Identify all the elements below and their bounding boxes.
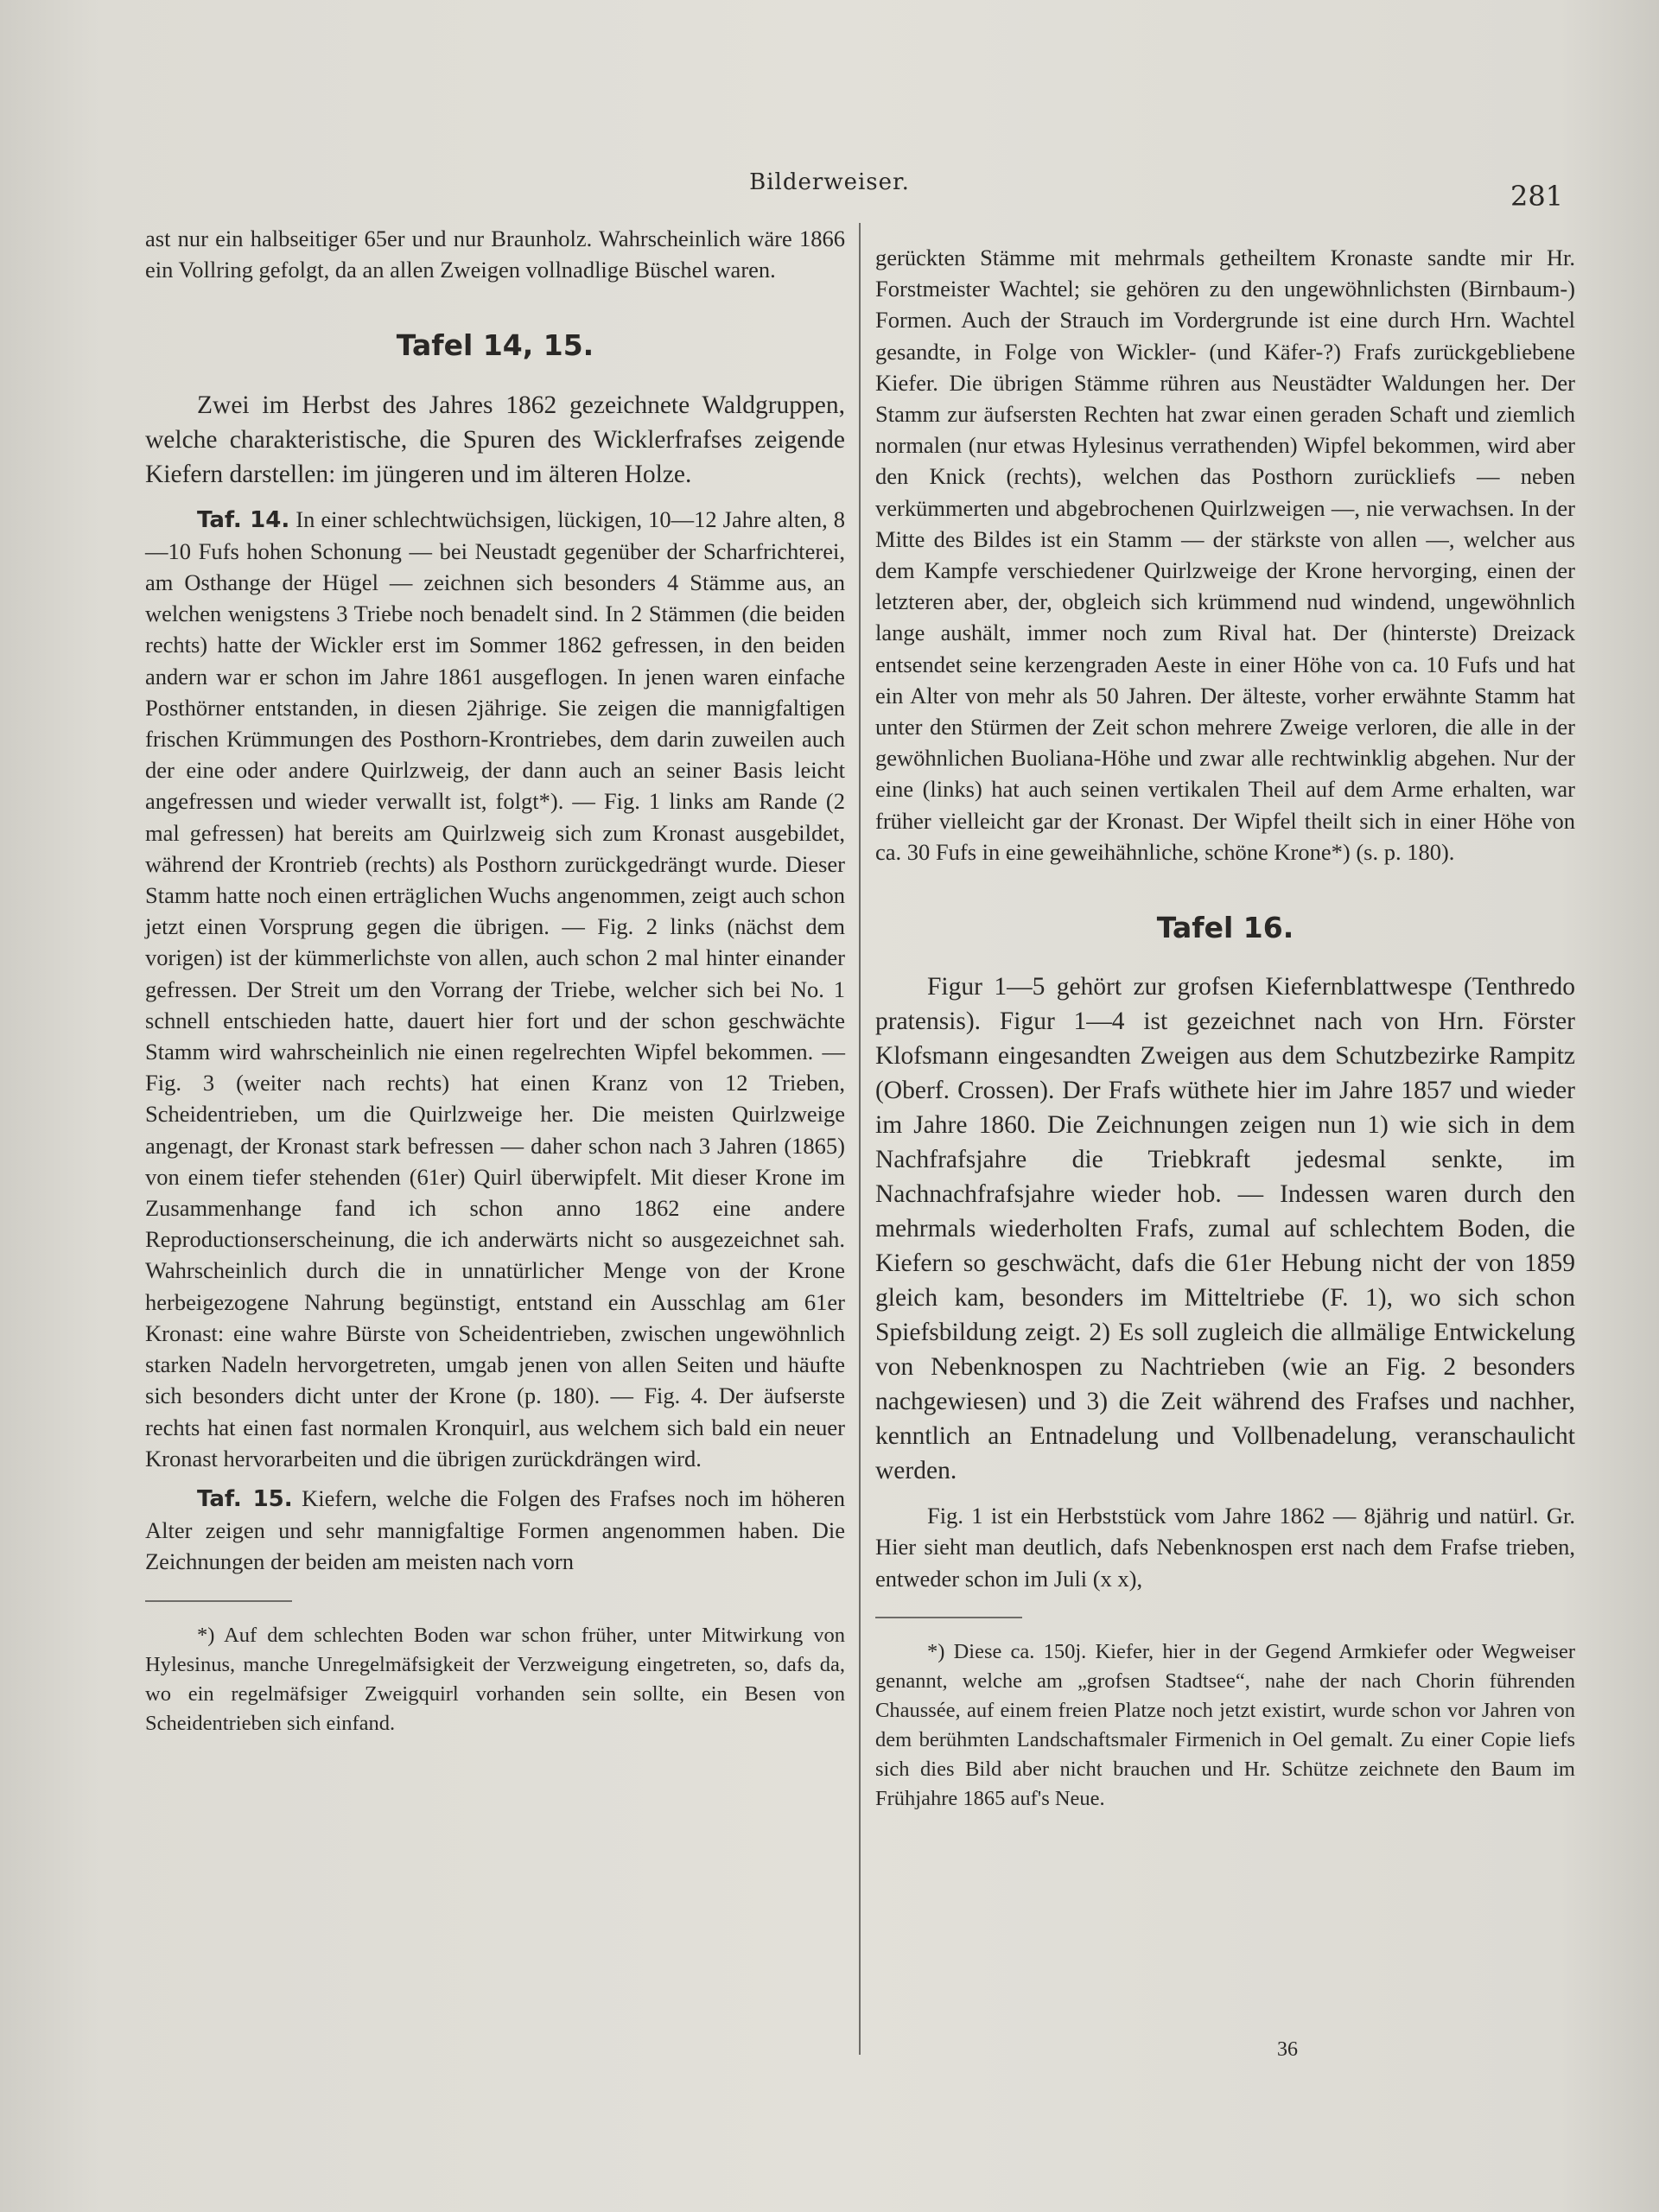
page-number: 281 (1510, 180, 1564, 213)
taf14-lead: Taf. 14. (197, 506, 290, 533)
section-heading: Tafel 14, 15. (396, 328, 594, 363)
paragraph-continuation: ast nur ein halbseitiger 65er und nur Braunholz. Wahrscheinlich wäre 1866 ein Vollring gefolgt, da an allen Zweigen vollnadlige Büschel waren. (145, 226, 845, 283)
section-heading: Tafel 16. (1156, 911, 1294, 945)
paragraph-continuation: gerückten Stämme mit mehrmals getheiltem Kronaste sandte mir Hr. Forstmeister Wachtel; sie gehören zu den ungewöhnlichsten (Birnbaum-) Formen. Auch der Strauch im Vordergrunde ist eine durch Hrn. Wachtel gesandte, in Folge von Wickler- (und Käfer-?) Frafs zurückgebliebene Kiefer. Die übrigen Stämme rühren aus Neustädter Waldungen her. Der Stamm zur äufsersten Rechten hat zwar einen geraden Schaft und ziemlich normalen (nur etwas Hylesinus verrathenden) Wipfel bekommen, wird aber den Knick (rechts), welchen das Posthorn zurückliefs — neben verkümmerten und abgebrochenen Quirlzweigen —, nie verwachsen. In der Mitte des Bildes ist ein Stamm — der stärkste von allen —, welcher aus dem Kampfe verschiedener Quirlzweige der Krone hervorging, einen der letzteren aber, der, obgleich sich krümmend nud windend, ungewöhnlich lange aushält, immer noch zum Rival hat. Der (hinterste) Dreizack entsendet seine kerzengraden Aeste in einer Höhe von ca. 10 Fufs und hat ein Alter von mehr als 50 Jahren. Der älteste, vorher erwähnte Stamm hat unter den Stürmen der Zeit schon mehrere Zweige verloren, die alle in der gewöhnlichen Buoliana-Höhe und zwar alle rechtwinklig abgehen. Nur der eine (links) hat auch seinen vertikalen Theil auf dem Arme erhalten, war früher vielleicht gar der Kronast. Der Wipfel theilt sich in einer Höhe von ca. 30 Fufs in eine geweihähnliche, schöne Krone*) (s. p. 180). (875, 245, 1575, 865)
footnote: *) Diese ca. 150j. Kiefer, hier in der Gegend Armkiefer oder Wegweiser genannt, welche am „grofsen Stadtsee“, nahe der nach Chorin führenden Chaussée, auf einem freien Platze noch jetzt existirt, wurde schon vor Jahren von dem berühmten Landschaftsmaler Firmenich in Oel gemalt. Zu einer Copie liefs sich dies Bild aber nicht brauchen und Hr. Schütze zeichnete den Baum im Frühjahre 1865 auf's Neue. (875, 1639, 1575, 1810)
running-title: Bilderweiser. (749, 169, 910, 195)
sheet-signature: 36 (1277, 2038, 1298, 2061)
left-column (145, 223, 845, 1738)
footnote-divider (875, 1617, 1022, 1618)
taf15-text: Kiefern, welche die Folgen des Frafses noch im höheren Alter zeigen und sehr mannigfaltige Formen angenommen haben. Die Zeichnungen der beiden am meisten nach vorn (145, 1484, 845, 1575)
taf15-paragraph (145, 1483, 845, 1578)
column-divider (859, 223, 861, 2055)
taf15-lead: Taf. 15. (197, 1485, 293, 1512)
fig1-paragraph: Fig. 1 ist ein Herbststück vom Jahre 1862 — 8jährig und natürl. Gr. Hier sieht man deutlich, dafs Nebenknospen erst nach dem Frafse trieben, entweder schon im Juli (x x), (875, 1503, 1575, 1592)
footnote-divider (145, 1600, 292, 1602)
taf14-paragraph (145, 504, 845, 1474)
taf14-text: In einer schlechtwüchsigen, lückigen, 10—12 Jahre alten, 8—10 Fufs hohen Schonung — bei Neustadt gegenüber der Scharfrichterei, am Osthange der Hügel — zeichnen sich besonders 4 Stämme aus, an welchen wenigstens 3 Triebe noch benadelt sind. In 2 Stämmen (die beiden rechts) hatte der Wickler erst im Sommer 1862 gefressen, in den beiden andern war er schon im Jahre 1861 ausgeflogen. In jenen waren einfache Posthörner entstanden, in diesen 2jährige. Sie zeigen die mannigfaltigen frischen Krümmungen des Posthorn-Krontriebes, dem darin zuweilen auch der eine oder andere Quirlzweig, der dann auch an seiner Basis leicht angefressen und wieder verwallt ist, folgt*). — Fig. 1 links am Rande (2 mal gefressen) hat bereits am Quirlzweig sich zum Kronast ausgebildet, während der Krontrieb (rechts) als Posthorn zurückgedrängt wurde. Dieser Stamm hatte noch einen erträglichen Wuchs angenommen, zeigt auch schon jetzt einen Vorsprung gegen die übrigen. — Fig. 2 links (nächst dem vorigen) ist der kümmerlichste von allen, auch schon 2 mal hinter einander gefressen. Der Streit um den Vorrang der Triebe, welcher sich bei No. 1 schnell entschieden hatte, dauert hier fort und der schon geschwächte Stamm wird wahrscheinlich nie einen regelrechten Wipfel bekommen. — Fig. 3 (weiter nach rechts) hat einen Kranz von 12 Trieben, Scheidentrieben, um die Quirlzweige her. Die meisten Quirlzweige angenagt, der Kronast stark befressen — daher schon nach 3 Jahren (1865) von einem tiefer stehenden (61er) Quirl überwipfelt. Mit dieser Krone im Zusammenhange fand ich schon anno 1862 eine andere Reproductionserscheinung, die ich anderwärts nicht so ausgezeichnet sah. Wahrscheinlich durch die in unnatürlicher Menge von der Krone herbeigezogene Nahrung begünstigt, entstand ein Ausschlag am 61er Kronast: eine wahre Bürste von Scheidentrieben, zwischen ungewöhnlich starken Nadeln hervorgetreten, umgab jenen von allen Seiten und häufte sich besonders dicht unter der Krone (p. 180). — Fig. 4. Der äufserste rechts hat einen fast normalen Kronquirl, aus welchem sich bald ein neuer Kronast hervorarbeiten und die übrigen zurückdrängen wird. (145, 505, 846, 1471)
footnote: *) Auf dem schlechten Boden war schon früher, unter Mitwirkung von Hylesinus, manche Unregelmäfsigkeit der Verzweigung eingetreten, so, dafs da, wo ein regelmäfsiger Zweigquirl vorhanden sein sollte, ein Besen von Scheidentrieben sich einfand. (145, 1623, 845, 1735)
intro-paragraph: Zwei im Herbst des Jahres 1862 gezeichnete Waldgruppen, welche charakteristische, die Spuren des Wicklerfrafses zeigende Kiefern darstellen: im jüngeren und im älteren Holze. (145, 391, 845, 488)
tafel16-paragraph: Figur 1—5 gehört zur grofsen Kiefernblattwespe (Tenthredo pratensis). Figur 1—4 ist gezeichnet nach von Hrn. Förster Klofsmann eingesandten Zweigen aus dem Schutzbezirke Rampitz (Oberf. Crossen). Der Frafs wüthete hier im Jahre 1857 und wieder im Jahre 1860. Die Zeichnungen zeigen nun 1) wie sich in dem Nachfrafsjahre die Triebkraft jedesmal senkte, im Nachnachfrafsjahre wieder hob. — Indessen waren durch den mehrmals wiederholten Frafs, zumal auf schlechtem Boden, die Kiefern so geschwächt, dafs die 61er Hebung nicht der von 1859 gleich kam, besonders im Mitteltriebe (F. 1), wo sich schon Spiefsbildung zeigt. 2) Es soll zugleich die allmälige Entwickelung von Nebenknospen zu Nachtrieben (wie an Fig. 2 besonders nachgewiesen) und 3) die Zeit während des Frafses und nachher, kenntlich an Entnadelung und Vollbenadelung, veranschaulicht werden. (875, 973, 1575, 1485)
right-column (875, 242, 1575, 1814)
